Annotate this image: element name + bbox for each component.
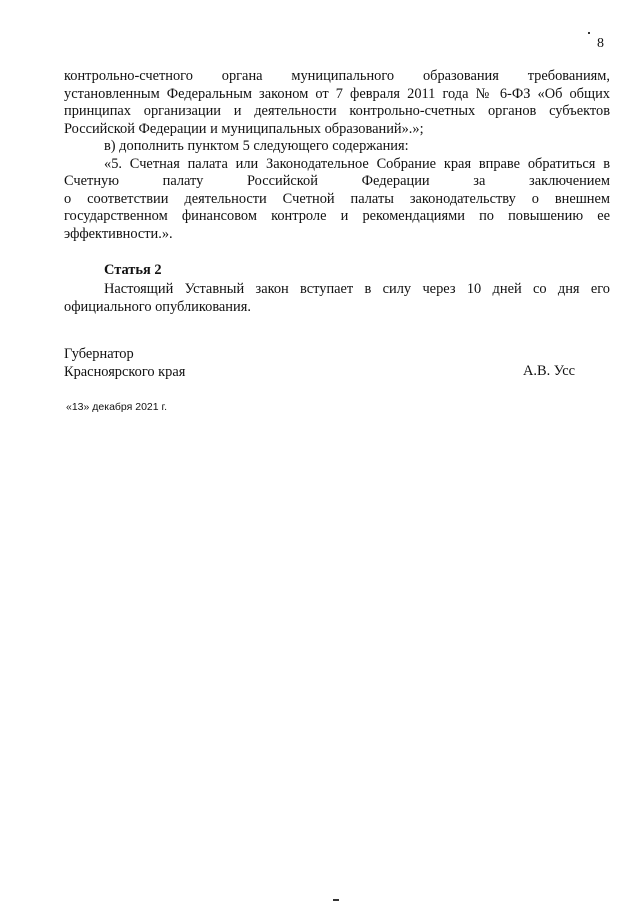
subitem-v-line: в) дополнить пунктом 5 следующего содержания: bbox=[104, 138, 409, 154]
text-line: Российской Федерации и муниципальных образований».»; bbox=[64, 120, 424, 137]
signature-date: «13» декабря 2021 г. bbox=[66, 401, 167, 413]
point5-line: Счетную палату Российской Федерации за заключением bbox=[64, 173, 610, 189]
signature-position bbox=[64, 345, 185, 381]
article-2-title: Статья 2 bbox=[104, 262, 162, 278]
speck-mark bbox=[588, 32, 590, 34]
text-line: контрольно-счетного органа муниципального образования требованиям, bbox=[64, 68, 610, 84]
article-2-text bbox=[64, 281, 610, 316]
text-line: установленным Федеральным законом от 7 февраля 2011 года № 6-ФЗ «Об общих bbox=[64, 85, 610, 102]
text-block-main bbox=[64, 68, 610, 243]
speck-mark bbox=[333, 899, 339, 901]
point5-line: о соответствии деятельности Счетной палаты законодательству о внешнем bbox=[64, 190, 610, 207]
point5-line: эффективности.». bbox=[64, 225, 173, 242]
article-2-line: официального опубликования. bbox=[64, 298, 251, 315]
signature-position-line: Красноярского края bbox=[64, 364, 186, 380]
point5-line: государственном финансовом контроле и рекомендациями по повышению ее bbox=[64, 208, 610, 224]
point5-line: «5. Счетная палата или Законодательное Собрание края вправе обратиться в bbox=[104, 155, 610, 172]
text-line: принципах организации и деятельности контрольно-счетных органов субъектов bbox=[64, 103, 610, 119]
signature-name: А.В. Усс bbox=[523, 363, 576, 379]
article-2-line: Настоящий Уставный закон вступает в силу через 10 дней со дня его bbox=[104, 281, 610, 297]
page-number: 8 bbox=[597, 36, 604, 51]
signature-position-line: Губернатор bbox=[64, 346, 134, 362]
